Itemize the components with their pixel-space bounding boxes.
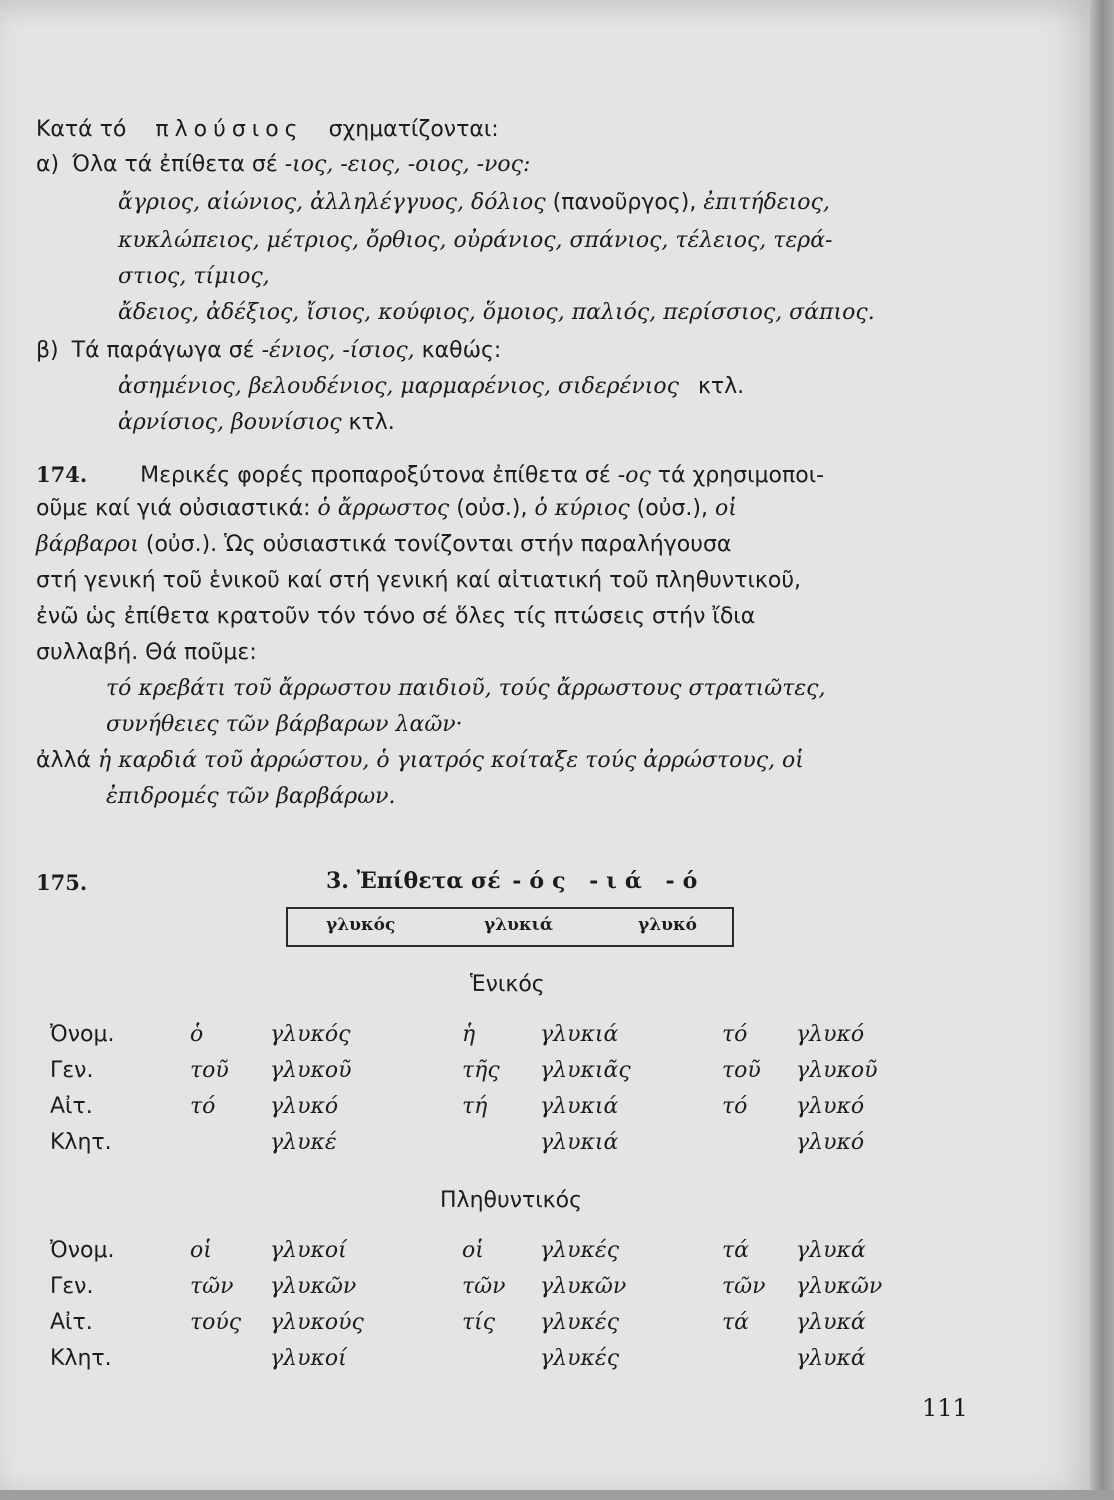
article-cell: τῶν xyxy=(462,1274,506,1299)
article-cell: τό xyxy=(722,1022,748,1047)
adjective-cell: γλυκῶν xyxy=(540,1274,627,1299)
case-label: Κλητ. xyxy=(50,1346,112,1371)
adjective-cell: γλυκιά xyxy=(540,1094,619,1119)
adjective-cell: γλυκιά xyxy=(540,1130,619,1155)
group-b-line2: ἀρνίσιος, βουνίσιος κτλ. xyxy=(118,410,395,435)
adjective-cell: γλυκιά xyxy=(540,1022,619,1047)
intro-line: Κατά τό πλούσιος σχηματίζονται: xyxy=(36,117,499,142)
group-b-heading: β) Τά παράγωγα σέ -ένιος, -ίσιος, καθώς: xyxy=(36,338,502,363)
adjective-cell: γλυκό xyxy=(796,1022,865,1047)
plural-title: Πληθυντικός xyxy=(440,1188,583,1213)
article-cell: τῶν xyxy=(722,1274,766,1299)
article-cell: ὁ xyxy=(190,1022,204,1047)
adjective-cell: γλυκοί xyxy=(270,1238,347,1263)
group-a-heading: α) Όλα τά ἐπίθετα σέ -ιος, -ειος, -οιος, -νος: xyxy=(36,152,531,177)
section-174-line6: συλλαβή. Θά ποῦμε: xyxy=(36,640,257,665)
article-cell: τούς xyxy=(190,1310,242,1335)
adjective-cell: γλυκές xyxy=(540,1238,620,1263)
article-cell: οἱ xyxy=(190,1238,212,1263)
adjective-cell: γλυκῶν xyxy=(796,1274,883,1299)
example-line3: ἀλλά ἡ καρδιά τοῦ ἀρρώστου, ὁ γιατρός κοίταξε τούς ἀρρώστους, οἱ xyxy=(36,748,804,773)
adjective-cell: γλυκέ xyxy=(270,1130,337,1155)
spaced-word: πλούσιος xyxy=(155,117,304,142)
section-174-line2: οῦμε καί γιά οὐσιαστικά: ὁ ἄρρωστος (οὐσ.), ὁ κύριος (οὐσ.), οἱ xyxy=(36,496,737,521)
adjective-cell: γλυκοῦ xyxy=(796,1058,878,1083)
box-feminine: γλυκιά xyxy=(484,915,553,935)
adjective-cell: γλυκά xyxy=(796,1310,866,1335)
article-cell: τοῦ xyxy=(190,1058,229,1083)
box-masculine: γλυκός xyxy=(326,915,396,935)
section-174-line3: βάρβαροι (οὐσ.). Ὡς οὐσιαστικά τονίζονται στήν παραλήγουσα xyxy=(36,532,732,557)
group-b-line1: ἀσημένιος, βελουδένιος, μαρμαρένιος, σιδερένιος κτλ. xyxy=(118,374,745,399)
adjective-cell: γλυκό xyxy=(796,1094,865,1119)
case-label: Αἰτ. xyxy=(50,1310,93,1335)
adjective-cell: γλυκές xyxy=(540,1346,620,1371)
singular-title: Ἑνικός xyxy=(470,972,545,997)
adjective-cell: γλυκά xyxy=(796,1346,866,1371)
adjective-cell: γλυκοῦ xyxy=(270,1058,352,1083)
case-label: Ὀνομ. xyxy=(50,1022,115,1047)
adjective-cell: γλυκό xyxy=(796,1130,865,1155)
article-cell: τοῦ xyxy=(722,1058,761,1083)
adjective-cell: γλυκούς xyxy=(270,1310,364,1335)
adjective-cell: γλυκό xyxy=(270,1094,339,1119)
article-cell: τό xyxy=(190,1094,216,1119)
page-edge xyxy=(1090,0,1114,1500)
article-cell: τά xyxy=(722,1238,750,1263)
example-line1: τό κρεβάτι τοῦ ἄρρωστου παιδιοῦ, τούς ἄρρωστους στρατιῶτες, xyxy=(106,676,826,701)
article-cell: οἱ xyxy=(462,1238,484,1263)
case-label: Κλητ. xyxy=(50,1130,112,1155)
paradigm-box xyxy=(286,907,734,947)
group-a-line4: ἄδειος, ἀδέξιος, ἴσιος, κούφιος, ὅμοιος, παλιός, περίσσιος, σάπιος. xyxy=(118,300,875,325)
adjective-cell: γλυκός xyxy=(270,1022,351,1047)
adjective-cell: γλυκοί xyxy=(270,1346,347,1371)
section-174-line4: στή γενική τοῦ ἑνικοῦ καί στή γενική καί αἰτιατική τοῦ πληθυντικοῦ, xyxy=(36,568,802,593)
group-a-line2: κυκλώπειος, μέτριος, ὄρθιος, οὐράνιος, σπάνιος, τέλειος, τερά- xyxy=(118,228,833,253)
adjective-cell: γλυκές xyxy=(540,1310,620,1335)
article-cell: τίς xyxy=(462,1310,496,1335)
section-175-number: 175. xyxy=(36,870,88,895)
page-bottom-edge xyxy=(0,1490,1114,1500)
case-label: Γεν. xyxy=(50,1274,94,1299)
example-line4: ἐπιδρομές τῶν βαρβάρων. xyxy=(106,784,396,809)
case-label: Ὀνομ. xyxy=(50,1238,115,1263)
group-a-line1: ἄγριος, αἰώνιος, ἀλληλέγγυος, δόλιος (πανοῦργος), ἐπιτήδειος, xyxy=(118,190,830,215)
adjective-cell: γλυκά xyxy=(796,1238,866,1263)
article-cell: τό xyxy=(722,1094,748,1119)
article-cell: τά xyxy=(722,1310,750,1335)
section-174-line5: ἐνῶ ὡς ἐπίθετα κρατοῦν τόν τόνο σέ ὅλες τίς πτώσεις στήν ἴδια xyxy=(36,604,756,629)
adjective-cell: γλυκῶν xyxy=(270,1274,357,1299)
page-number: 111 xyxy=(922,1394,968,1422)
article-cell: τῆς xyxy=(462,1058,500,1083)
article-cell: τῶν xyxy=(190,1274,234,1299)
case-label: Γεν. xyxy=(50,1058,94,1083)
section-number: 174. xyxy=(36,462,88,487)
adjective-cell: γλυκιᾶς xyxy=(540,1058,631,1083)
box-neuter: γλυκό xyxy=(638,915,698,935)
article-cell: ἡ xyxy=(462,1022,476,1047)
example-line2: συνήθειες τῶν βάρβαρων λαῶν· xyxy=(106,712,463,737)
case-label: Αἰτ. xyxy=(50,1094,93,1119)
group-a-line3: στιος, τίμιος, xyxy=(118,264,270,289)
section-175-heading: 3. Ἐπίθετα σέ -ός -ιά -ό xyxy=(326,868,706,894)
section-174-line1: 174. Μερικές φορές προπαροξύτονα ἐπίθετα σέ -ος τά χρησιμοποι- xyxy=(36,462,825,488)
article-cell: τή xyxy=(462,1094,488,1119)
